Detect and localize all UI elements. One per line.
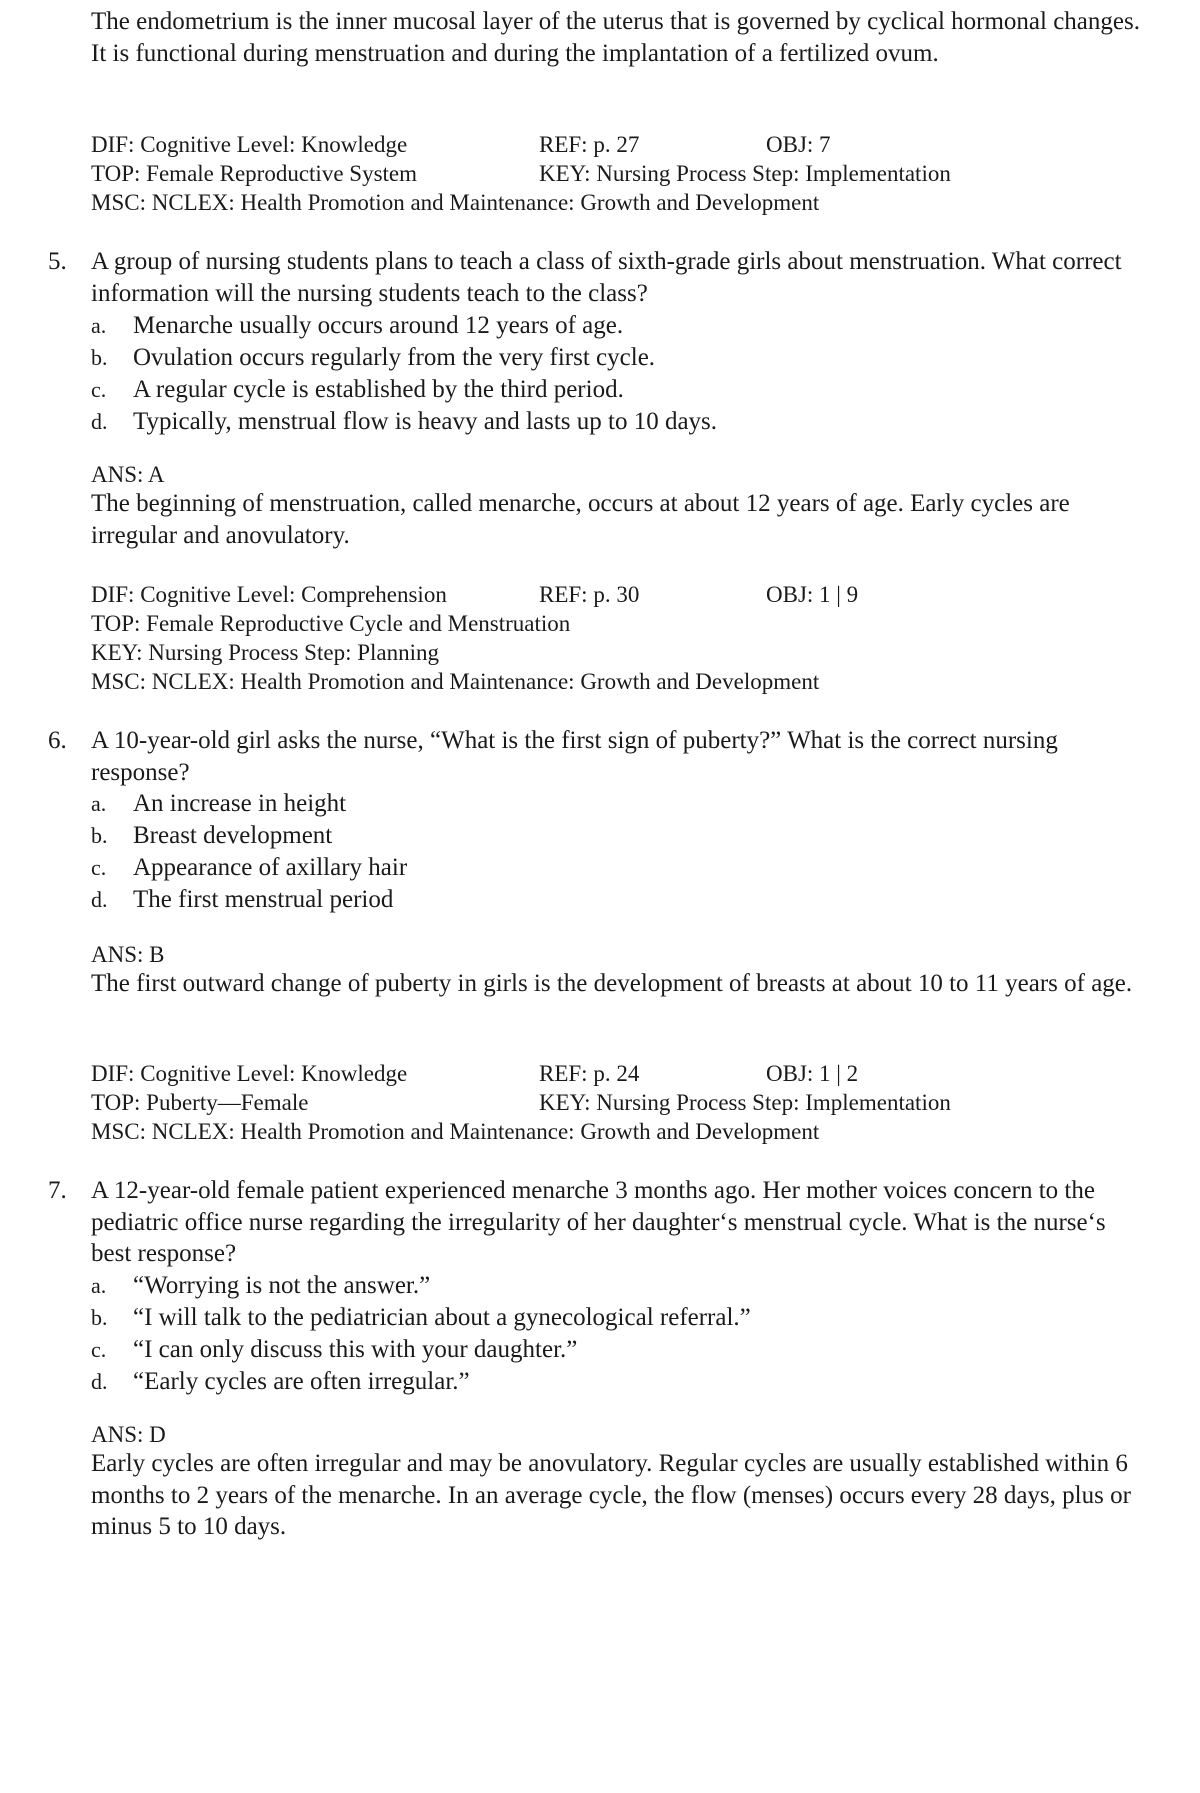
answer-label: ANS: A (91, 462, 165, 487)
top-label: TOP: Puberty—Female (91, 1090, 309, 1115)
msc-label: MSC: NCLEX: Health Promotion and Maintenance: Growth and Development (91, 1119, 820, 1144)
option-letter: a. (91, 1273, 107, 1298)
question-number: 5. (48, 248, 67, 275)
answer-label: ANS: D (91, 1422, 166, 1447)
ref-label: REF: p. 30 (539, 582, 640, 607)
option-c (91, 852, 1151, 884)
option-letter: d. (91, 1369, 108, 1394)
meta-row (91, 1088, 1151, 1117)
answer-label: ANS: B (91, 942, 165, 967)
option-a (91, 1270, 1151, 1302)
option-letter: a. (91, 313, 107, 338)
option-text: “Early cycles are often irregular.” (133, 1368, 470, 1395)
option-b (91, 342, 1151, 374)
question-7-options (91, 1270, 1151, 1398)
question-number: 6. (48, 727, 67, 754)
option-text: The first menstrual period (133, 886, 394, 913)
answer-rationale: Early cycles are often irregular and may be anovulatory. Regular cycles are usually established within 6 months to 2 years of the menarche. In an average cycle, the flow (menses) occurs every 28 days, plus or minus 5 to 10 days. (91, 1450, 1131, 1540)
option-text: Breast development (133, 822, 333, 849)
answer-rationale: The beginning of menstruation, called menarche, occurs at about 12 years of age. Early cycles are irregular and anovulatory. (91, 490, 1070, 549)
option-text: Menarche usually occurs around 12 years of age. (133, 312, 624, 339)
option-letter: b. (91, 823, 108, 848)
option-c (91, 1334, 1151, 1366)
option-text: “I will talk to the pediatrician about a gynecological referral.” (133, 1304, 751, 1331)
option-text: Appearance of axillary hair (133, 854, 408, 881)
key-label: KEY: Nursing Process Step: Planning (91, 640, 439, 665)
option-d (91, 1366, 1151, 1398)
obj-label: OBJ: 7 (766, 132, 831, 157)
obj-label: OBJ: 1 | 9 (766, 582, 859, 607)
dif-label: DIF: Cognitive Level: Knowledge (91, 132, 408, 157)
option-text: “Worrying is not the answer.” (133, 1272, 431, 1299)
intro-metadata (91, 130, 1151, 217)
obj-label: OBJ: 1 | 2 (766, 1061, 859, 1086)
option-letter: b. (91, 1305, 108, 1330)
option-d (91, 406, 1151, 438)
top-label: TOP: Female Reproductive Cycle and Menstruation (91, 611, 571, 636)
question-stem: A 10-year-old girl asks the nurse, “What is the first sign of puberty?” What is the correct nursing response? (91, 727, 1058, 786)
option-a (91, 788, 1151, 820)
option-c (91, 374, 1151, 406)
option-b (91, 820, 1151, 852)
answer-rationale: The first outward change of puberty in girls is the development of breasts at about 10 to 11 years of age. (91, 970, 1133, 997)
intro-rationale: The endometrium is the inner mucosal layer of the uterus that is governed by cyclical hormonal changes. It is functional during menstruation and during the implantation of a fertilized ovum. (91, 8, 1140, 67)
option-a (91, 310, 1151, 342)
ref-label: REF: p. 24 (539, 1061, 640, 1086)
question-stem: A 12-year-old female patient experienced menarche 3 months ago. Her mother voices concern to the pediatric office nurse regarding the irregularity of her daughter‘s menstrual cycle. What is the nurse‘s best response? (91, 1177, 1106, 1267)
option-letter: b. (91, 345, 108, 370)
option-letter: c. (91, 855, 107, 880)
question-5-metadata (91, 580, 1151, 696)
option-letter: c. (91, 377, 107, 402)
meta-row (91, 188, 1151, 217)
meta-row (91, 159, 1151, 188)
option-text: Ovulation occurs regularly from the very first cycle. (133, 344, 656, 371)
meta-row (91, 667, 1151, 696)
ref-label: REF: p. 27 (539, 132, 640, 157)
key-label: KEY: Nursing Process Step: Implementation (539, 161, 951, 186)
meta-row (91, 130, 1151, 159)
question-5-options (91, 310, 1151, 438)
option-text: An increase in height (133, 790, 347, 817)
meta-row (91, 609, 1151, 638)
top-label: TOP: Female Reproductive System (91, 161, 418, 186)
key-label: KEY: Nursing Process Step: Implementation (539, 1090, 951, 1115)
question-number: 7. (48, 1177, 67, 1204)
option-letter: a. (91, 791, 107, 816)
option-letter: d. (91, 887, 108, 912)
option-text: Typically, menstrual flow is heavy and lasts up to 10 days. (133, 408, 718, 435)
option-b (91, 1302, 1151, 1334)
dif-label: DIF: Cognitive Level: Knowledge (91, 1061, 408, 1086)
meta-row (91, 1059, 1151, 1088)
dif-label: DIF: Cognitive Level: Comprehension (91, 582, 447, 607)
option-d (91, 884, 1151, 916)
option-text: “I can only discuss this with your daughter.” (133, 1336, 578, 1363)
question-stem: A group of nursing students plans to teach a class of sixth-grade girls about menstruation. What correct information will the nursing students teach to the class? (91, 248, 1122, 307)
msc-label: MSC: NCLEX: Health Promotion and Maintenance: Growth and Development (91, 669, 820, 694)
question-6-metadata (91, 1059, 1151, 1146)
option-letter: d. (91, 409, 108, 434)
msc-label: MSC: NCLEX: Health Promotion and Maintenance: Growth and Development (91, 190, 820, 215)
meta-row (91, 1117, 1151, 1146)
meta-row (91, 580, 1151, 609)
question-6-options (91, 788, 1151, 916)
meta-row (91, 638, 1151, 667)
option-text: A regular cycle is established by the third period. (133, 376, 624, 403)
option-letter: c. (91, 1337, 107, 1362)
